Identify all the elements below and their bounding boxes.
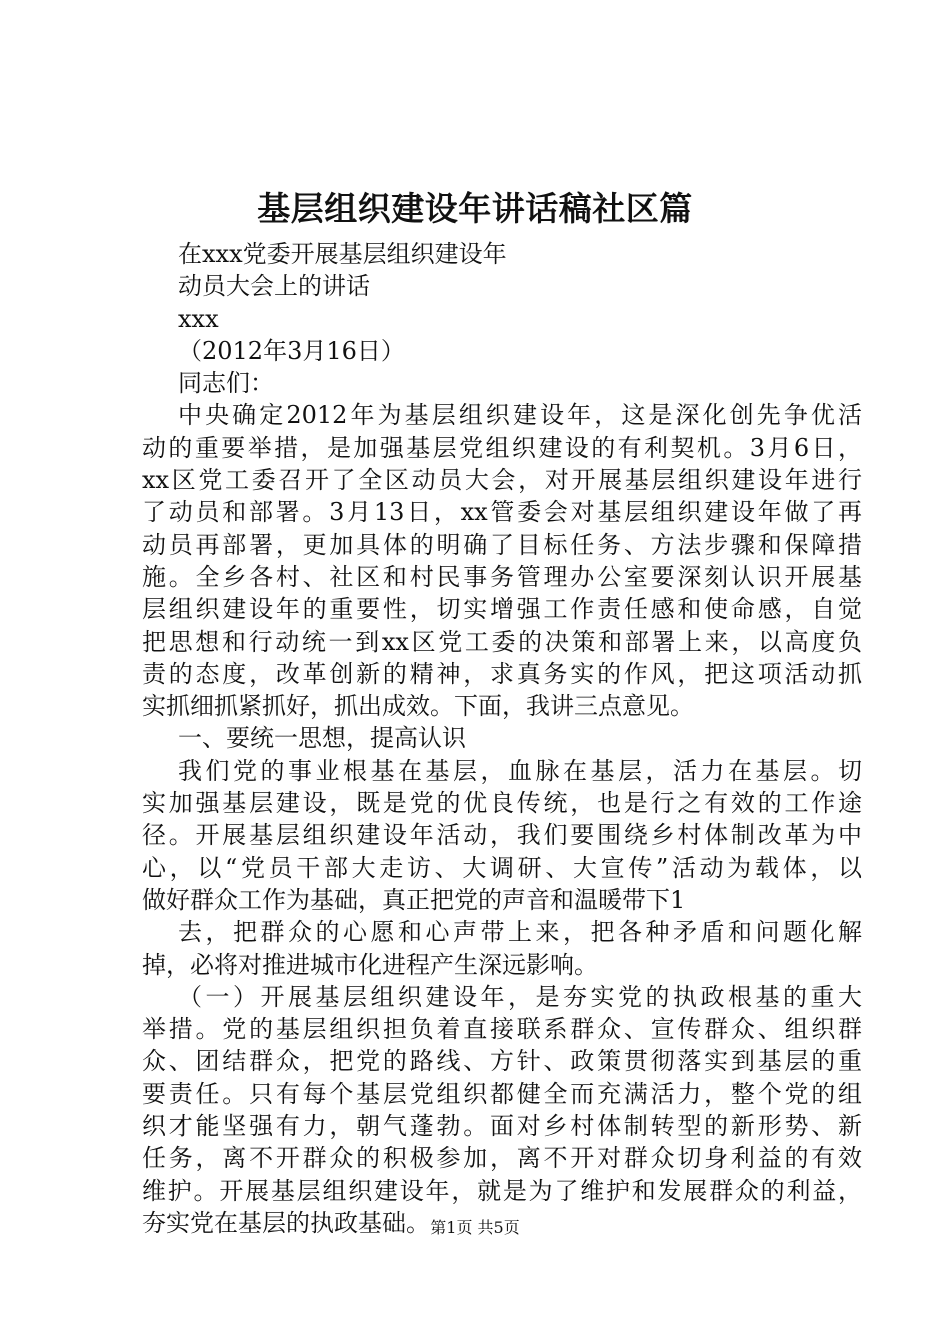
- speaker-name: xxx: [178, 304, 219, 333]
- document-body: [142, 238, 862, 1239]
- paragraph-line: 实抓细抓紧抓好，抓出成效。下面，我讲三点意见。: [142, 692, 694, 721]
- paragraph-line: 层组织建设年的重要性，切实增强工作责任感和使命感，自觉: [142, 595, 862, 624]
- paragraph-line: 把思想和行动统一到xx区党工委的决策和部署上来，以高度负: [142, 627, 862, 656]
- paragraph-line: 中央确定2012年为基层组织建设年，这是深化创先争优活: [178, 401, 862, 430]
- paragraph-line: 掉，必将对推进城市化进程产生深远影响。: [142, 950, 598, 979]
- paragraph-line: 实加强基层建设，既是党的优良传统，也是行之有效的工作途: [142, 789, 862, 818]
- paragraph-line: 任务，离不开群众的积极参加，离不开对群众切身利益的有效: [142, 1144, 862, 1173]
- paragraph-line: 做好群众工作为基础，真正把党的声音和温暖带下1: [142, 885, 686, 914]
- paragraph-line: 动的重要举措，是加强基层党组织建设的有利契机。3月6日，: [142, 433, 862, 462]
- paragraph-line: 要责任。只有每个基层党组织都健全而充满活力，整个党的组: [142, 1079, 862, 1108]
- paragraph-line: 众、团结群众，把党的路线、方针、政策贯彻落实到基层的重: [142, 1047, 862, 1076]
- paragraph-line: 去，把群众的心愿和心声带上来，把各种矛盾和问题化解: [178, 918, 862, 947]
- paragraph-line: 织才能坚强有力，朝气蓬勃。面对乡村体制转型的新形势、新: [142, 1112, 862, 1141]
- paragraph-line: 施。全乡各村、社区和村民事务管理办公室要深刻认识开展基: [142, 562, 862, 591]
- paragraph-line: 责的态度，改革创新的精神，求真务实的作风，把这项活动抓: [142, 659, 862, 688]
- paragraph-line: 了动员和部署。3月13日，xx管委会对基层组织建设年做了再: [142, 498, 862, 527]
- paragraph-line: 维护。开展基层组织建设年，就是为了维护和发展群众的利益，: [142, 1176, 862, 1205]
- paragraph-line: 举措。党的基层组织担负着直接联系群众、宣传群众、组织群: [142, 1015, 862, 1044]
- speech-heading-line-1: 在xxx党委开展基层组织建设年: [178, 240, 507, 268]
- speech-date: （2012年3月16日）: [178, 336, 405, 365]
- paragraph-line: 动员再部署，更加具体的明确了目标任务、方法步骤和保障措: [142, 530, 862, 559]
- document-title: 基层组织建设年讲话稿社区篇: [257, 189, 693, 228]
- paragraph-line: 心，以“党员干部大走访、大调研、大宣传”活动为载体，以: [142, 853, 862, 882]
- paragraph-line: （一）开展基层组织建设年，是夯实党的执政根基的重大: [178, 982, 862, 1011]
- section-heading: 一、要统一思想，提高认识: [178, 724, 466, 753]
- salutation: 同志们：: [178, 369, 274, 398]
- paragraph-line: xx区党工委召开了全区动员大会，对开展基层组织建设年进行: [142, 466, 862, 495]
- speech-heading-line-2: 动员大会上的讲话: [178, 272, 370, 301]
- paragraph-line: 夯实党在基层的执政基础。: [142, 1208, 430, 1237]
- paragraph-line: 我们党的事业根基在基层，血脉在基层，活力在基层。切: [178, 756, 862, 785]
- paragraph-line: 径。开展基层组织建设年活动，我们要围绕乡村体制改革为中: [142, 821, 862, 850]
- page-footer: 第1页 共5页: [430, 1218, 520, 1237]
